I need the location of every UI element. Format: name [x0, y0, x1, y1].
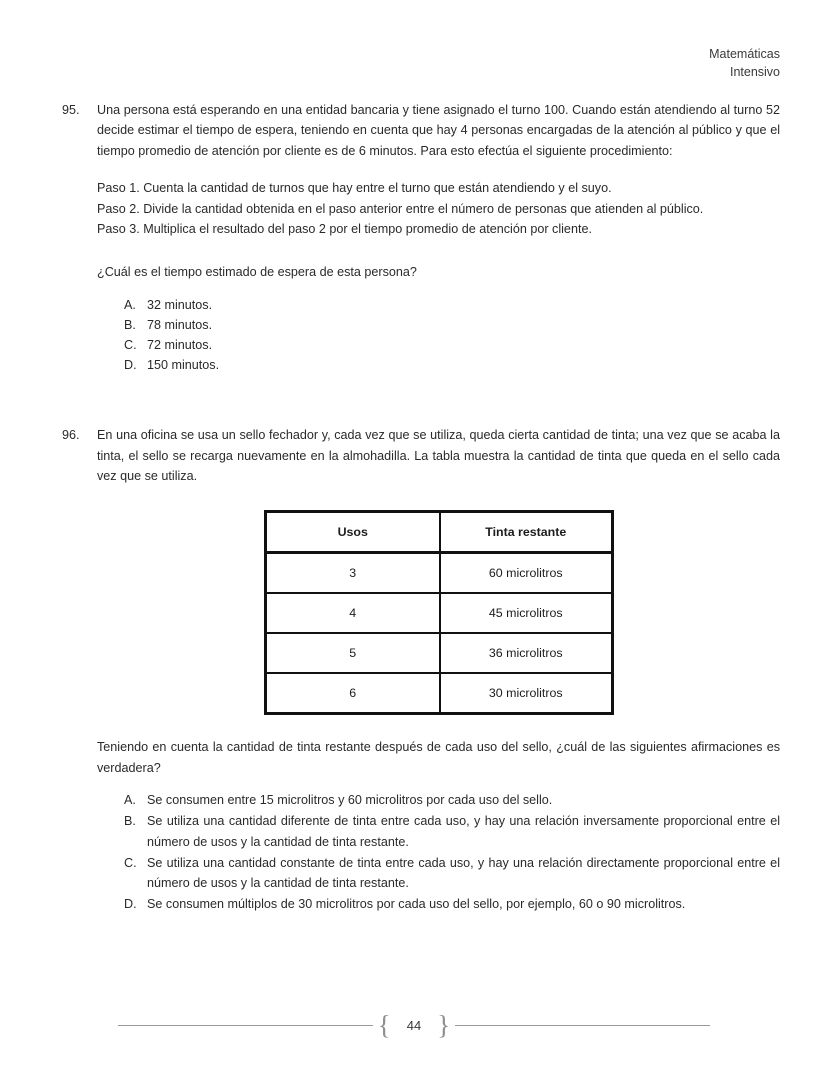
option-d[interactable] — [124, 355, 780, 375]
table-cell-usos: 6 — [265, 673, 440, 714]
question-95-options — [97, 295, 780, 376]
table-header-usos: Usos — [265, 512, 440, 553]
option-a-letter: A. — [124, 297, 136, 312]
table-cell-usos: 3 — [265, 553, 440, 594]
option-a-text: Se consumen entre 15 microlitros y 60 microlitros por cada uso del sello. — [147, 793, 553, 808]
table-header-row — [265, 512, 612, 553]
option-a-text: 32 minutos. — [147, 297, 213, 312]
table-row — [265, 553, 612, 594]
option-b-letter: B. — [124, 317, 136, 332]
header-subject: Matemáticas — [709, 47, 780, 61]
table-header-tinta: Tinta restante — [440, 512, 612, 553]
question-96-prompt: Teniendo en cuenta la cantidad de tinta restante después de cada uso del sello, ¿cuál de las siguientes afirmaciones es verdadera? — [97, 740, 780, 775]
question-95-prompt: ¿Cuál es el tiempo estimado de espera de esta persona? — [97, 265, 417, 280]
option-b-letter: B. — [124, 814, 136, 829]
page-content — [62, 100, 780, 915]
question-95-body — [97, 100, 780, 375]
option-c-letter: C. — [124, 338, 137, 353]
option-b[interactable] — [124, 811, 780, 851]
question-96-stem: En una oficina se usa un sello fechador y, cada vez que se utiliza, queda cierta cantidad de tinta; una vez que se acaba la tinta, el sello se recarga nuevamente en la almohadilla. La tabla muestra la cantidad de tinta que queda en el sello cada vez que se utiliza. — [97, 428, 780, 484]
question-95 — [62, 100, 780, 375]
option-d[interactable] — [124, 894, 780, 914]
option-d-letter: D. — [124, 358, 137, 373]
option-c[interactable] — [124, 335, 780, 355]
option-b-text: 78 minutos. — [147, 317, 213, 332]
table-cell-tinta: 45 microlitros — [440, 593, 612, 633]
question-95-step-3: Paso 3. Multiplica el resultado del paso 2 por el tiempo promedio de atención por cliente. — [97, 221, 592, 236]
option-b-text: Se utiliza una cantidad diferente de tinta entre cada uso, y hay una relación inversamente proporcional entre el número de usos y la cantidad de tinta restante. — [147, 814, 780, 849]
page-footer — [0, 1012, 828, 1039]
question-96 — [62, 425, 780, 914]
option-c-text: 72 minutos. — [147, 338, 213, 353]
option-d-letter: D. — [124, 896, 137, 911]
option-b[interactable] — [124, 315, 780, 335]
footer-rule-right — [455, 1025, 710, 1026]
header-level: Intensivo — [729, 64, 780, 79]
brace-left-icon: { — [377, 1010, 391, 1040]
option-a[interactable] — [124, 295, 780, 315]
option-d-text: 150 minutos. — [147, 358, 220, 373]
option-c-letter: C. — [124, 855, 137, 870]
table-cell-tinta: 30 microlitros — [440, 673, 612, 714]
table-row — [265, 633, 612, 673]
option-c[interactable] — [124, 853, 780, 893]
table-cell-tinta: 60 microlitros — [440, 553, 612, 594]
question-spacer — [62, 375, 780, 425]
table-cell-tinta: 36 microlitros — [440, 633, 612, 673]
question-95-number: 95. — [62, 103, 80, 117]
question-95-step-1: Paso 1. Cuenta la cantidad de turnos que hay entre el turno que están atendiendo y el suyo. — [97, 181, 612, 196]
question-96-options — [97, 790, 780, 914]
ink-table-container — [97, 510, 780, 715]
question-96-body — [97, 425, 780, 914]
option-a-letter: A. — [124, 793, 136, 808]
document-header — [709, 46, 780, 82]
option-c-text: Se utiliza una cantidad constante de tinta entre cada uso, y hay una relación directamente proporcional entre el número de usos y la cantidad de tinta restante. — [147, 855, 780, 890]
option-d-text: Se consumen múltiplos de 30 microlitros por cada uso del sello, por ejemplo, 60 o 90 microlitros. — [147, 896, 686, 911]
footer-page-marker — [373, 1012, 455, 1039]
footer-rule-left — [118, 1025, 373, 1026]
question-96-number: 96. — [62, 428, 80, 443]
question-95-stem: Una persona está esperando en una entidad bancaria y tiene asignado el turno 100. Cuando están atendiendo al turno 52 decide estimar el tiempo de espera, teniendo en cuenta que hay 4 personas encargadas de la atención al público y que el tiempo promedio de atención por cliente es de 6 minutos. Para esto efectúa el siguiente procedimiento: — [97, 103, 780, 158]
table-row — [265, 673, 612, 714]
table-cell-usos: 5 — [265, 633, 440, 673]
page-number: 44 — [406, 1018, 422, 1033]
question-95-step-2: Paso 2. Divide la cantidad obtenida en el paso anterior entre el número de personas que atienden al público. — [97, 201, 704, 216]
table-cell-usos: 4 — [265, 593, 440, 633]
brace-right-icon: } — [437, 1010, 451, 1040]
option-a[interactable] — [124, 790, 780, 810]
ink-table — [264, 510, 614, 715]
question-95-steps — [97, 178, 780, 239]
table-row — [265, 593, 612, 633]
